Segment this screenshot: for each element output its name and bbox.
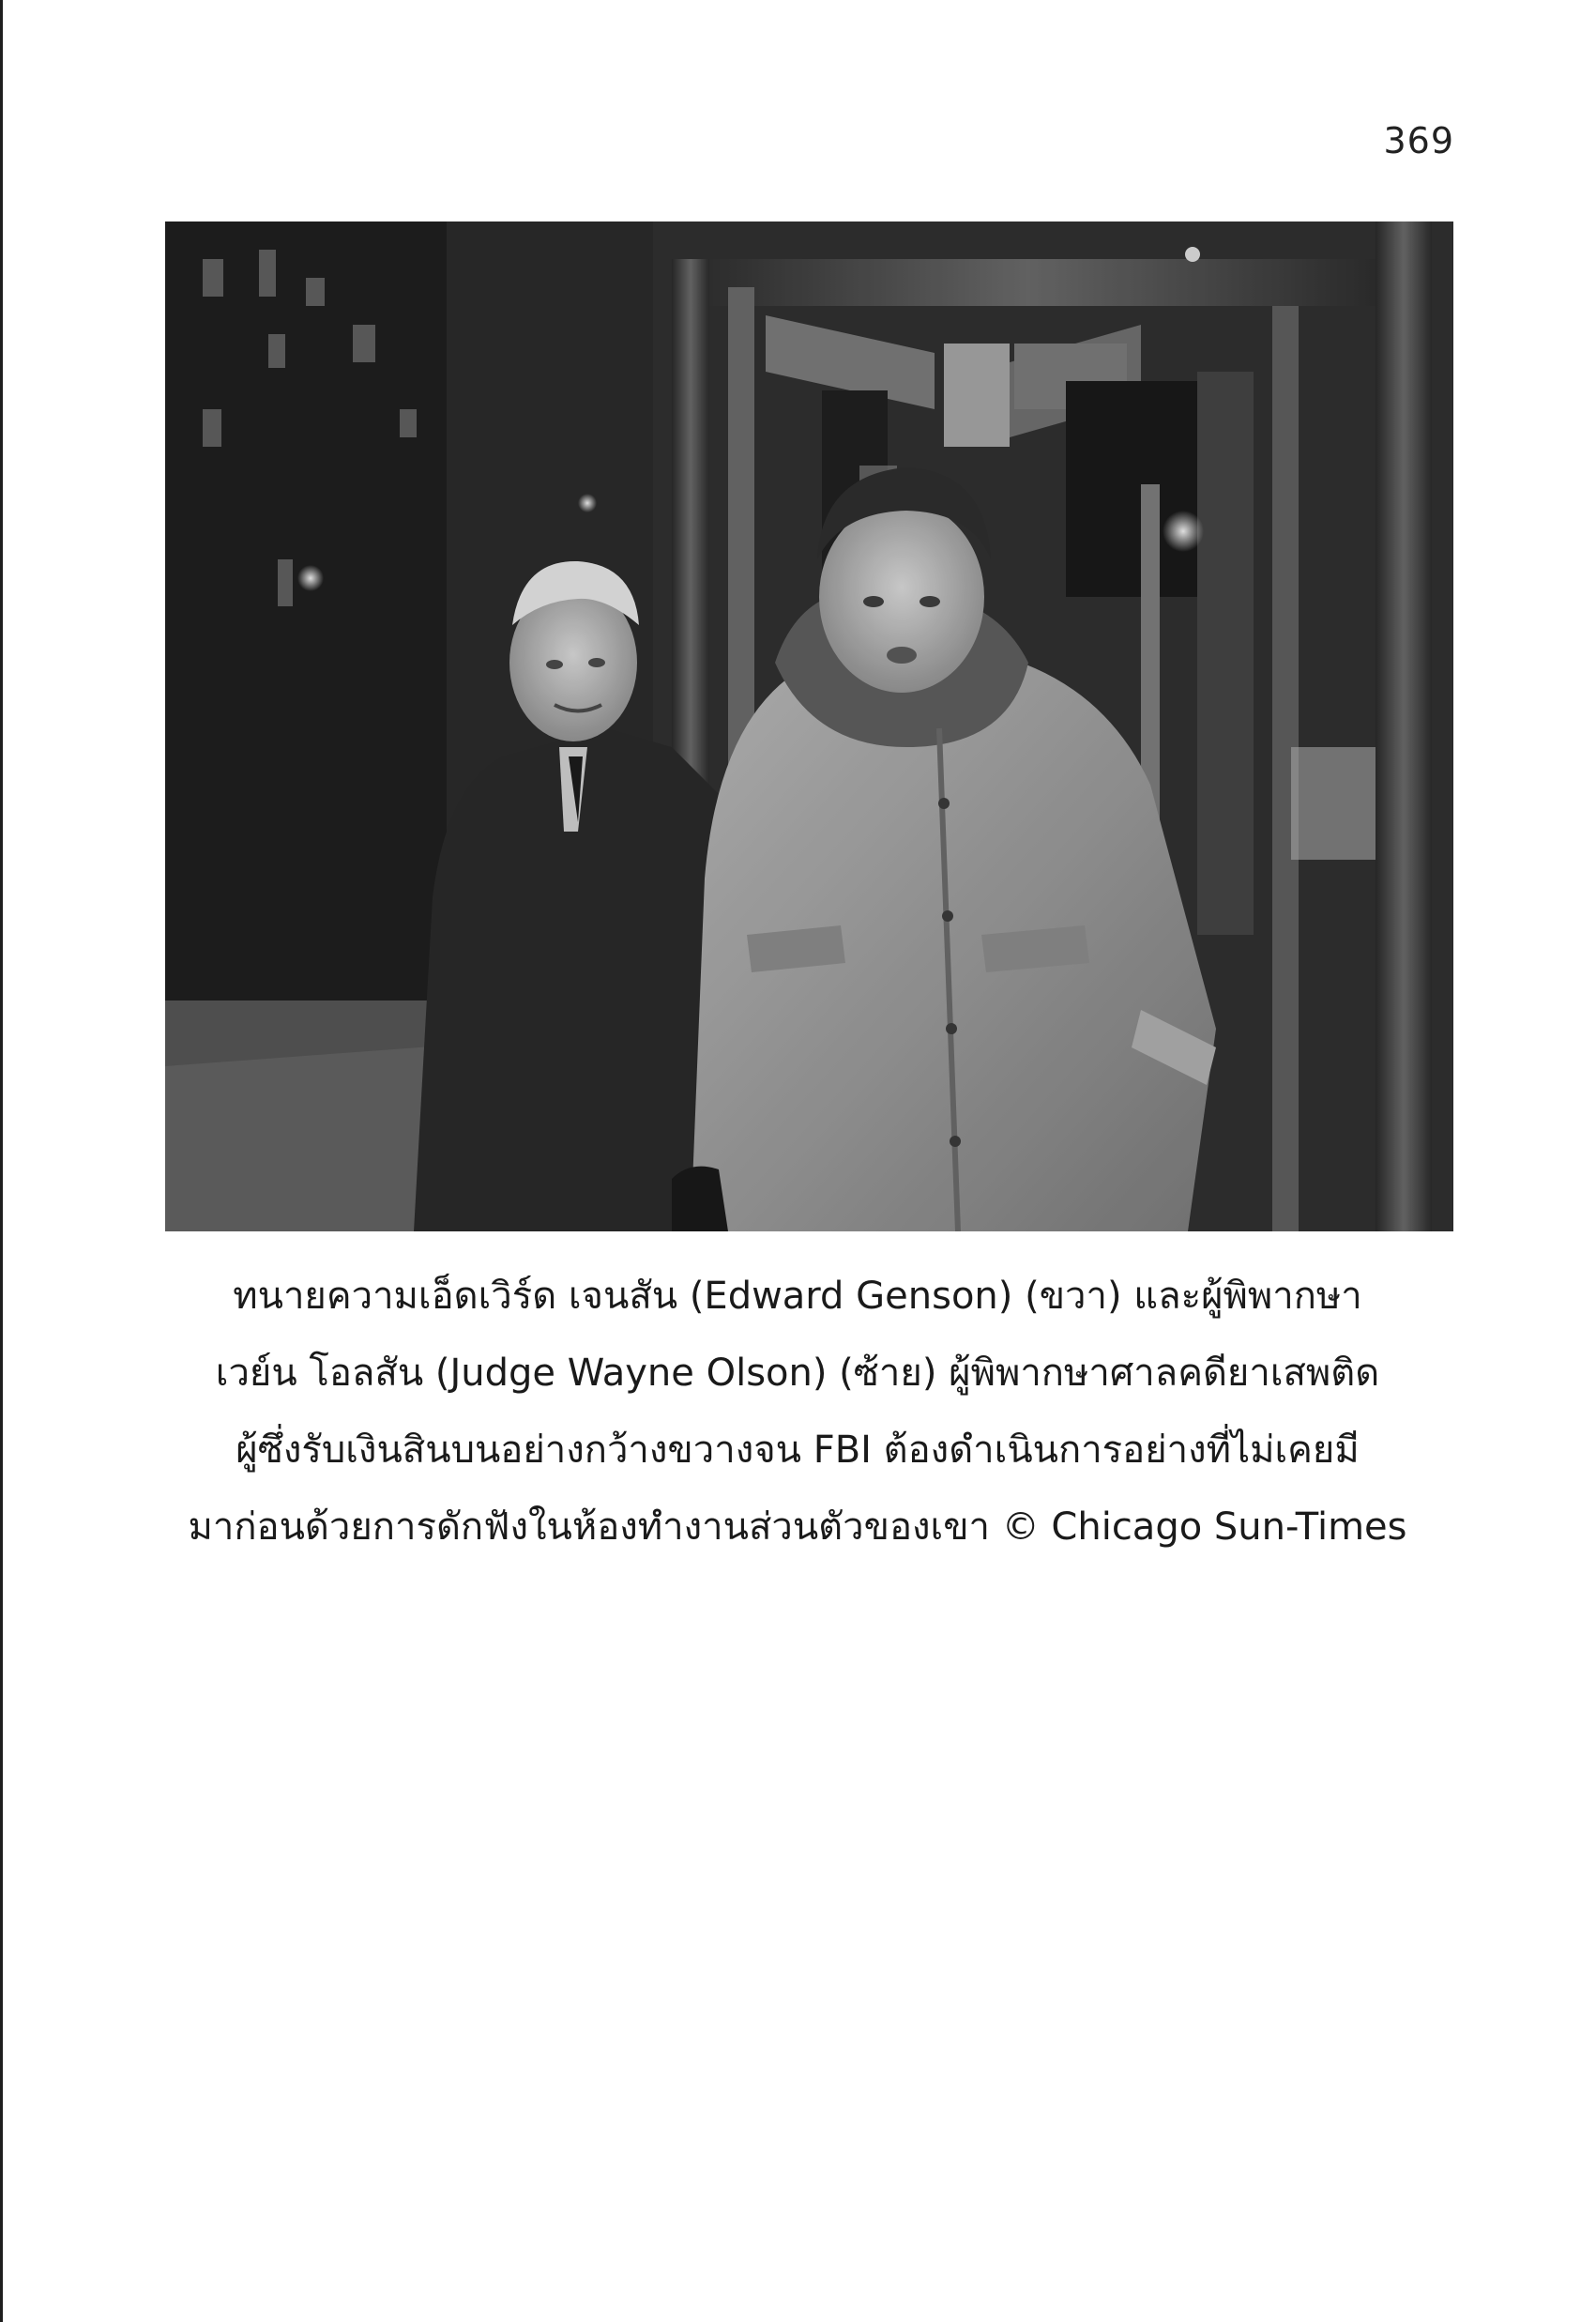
caption-line-4: มาก่อนด้วยการดักฟังในห้องทำงานส่วนตัวของเขา © Chicago Sun-Times: [188, 1505, 1407, 1549]
photo-illustration: [165, 222, 1453, 1231]
caption-line-3: ผู้ซึ่งรับเงินสินบนอย่างกว้างขวางจน FBI ต้องดำเนินการอย่างที่ไม่เคยมี: [236, 1428, 1360, 1472]
caption-line-1: ทนายความเอ็ดเวิร์ด เจนสัน (Edward Genson) (ขวา) และผู้พิพากษา: [233, 1275, 1362, 1318]
photograph: [165, 222, 1453, 1231]
page-left-border: [0, 0, 3, 2322]
photo-caption: [141, 1258, 1454, 1566]
caption-line-2: เวย์น โอลสัน (Judge Wayne Olson) (ซ้าย) ผู้พิพากษาศาลคดียาเสพติด: [215, 1352, 1380, 1395]
page-number: 369: [1383, 120, 1454, 161]
